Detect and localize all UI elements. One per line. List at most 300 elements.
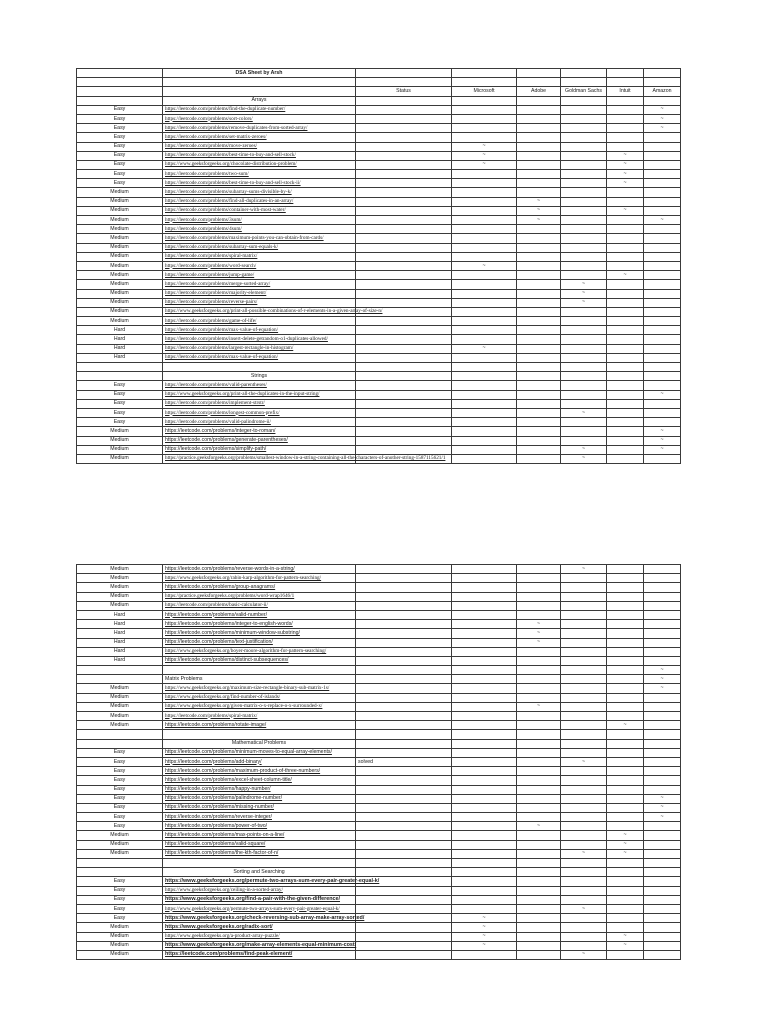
problem-link[interactable]: https://www.geeksforgeeks.org/maximum-size-rectangle-binary-sub-matrix-1s/ [163,684,356,693]
problem-link[interactable]: https://leetcode.com/problems/add-binary/ [163,757,356,766]
empty-cell [561,69,607,78]
problem-link[interactable]: https://leetcode.com/problems/word-search/ [163,261,356,270]
problem-link[interactable]: https://leetcode.com/problems/group-anagrams/ [163,583,356,592]
company-mark [561,592,607,601]
status-cell[interactable] [356,923,452,932]
company-mark [452,390,517,399]
status-cell[interactable] [356,712,452,721]
company-mark [452,813,517,822]
company-mark [561,767,607,776]
problem-link[interactable]: https://www.geeksforgeeks.org/radix-sort/ [163,923,356,932]
status-cell[interactable] [356,179,452,188]
difficulty-cell: Medium [77,206,163,215]
company-mark [644,418,681,427]
company-mark [607,399,644,408]
problem-link[interactable]: https://leetcode.com/problems/find-all-duplicates-in-an-array/ [163,197,356,206]
status-cell[interactable] [356,188,452,197]
company-mark: ~ [561,904,607,913]
company-mark [644,261,681,270]
difficulty-cell: Easy [77,381,163,390]
status-cell[interactable] [356,105,452,114]
status-cell[interactable] [356,840,452,849]
company-mark [561,721,607,730]
problem-link[interactable]: https://leetcode.com/problems/basic-calculator-ii/ [163,601,356,610]
problem-link[interactable]: https://leetcode.com/problems/maximum-product-of-three-numbers/ [163,767,356,776]
company-mark [517,160,561,169]
status-cell[interactable] [356,932,452,941]
table-row [77,271,681,280]
table-row [77,794,681,803]
company-mark [452,234,517,243]
status-cell[interactable] [356,849,452,858]
company-mark [607,353,644,362]
status-cell[interactable] [356,620,452,629]
company-mark [607,730,644,739]
table-row [77,225,681,234]
problem-link[interactable]: https://leetcode.com/problems/find-the-duplicate-number/ [163,105,356,114]
company-mark [356,78,452,87]
status-cell[interactable] [356,895,452,904]
status-cell[interactable] [356,656,452,665]
column-header: Goldman Sachs [561,87,607,96]
difficulty-cell: Easy [77,124,163,133]
company-mark [561,620,607,629]
problem-link[interactable]: https://practice.geeksforgeeks.org/problems/smallest-window-in-a-string-containing-all-the-characters-of-another-string-1587115621/1 [163,454,356,463]
status-cell[interactable] [356,271,452,280]
company-mark [452,601,517,610]
company-mark [452,280,517,289]
problem-link[interactable]: https://practice.geeksforgeeks.org/problems/word-wrap1646/1 [163,592,356,601]
company-mark [644,583,681,592]
sheet-title: DSA Sheet by Arsh [163,69,356,78]
status-cell[interactable] [356,298,452,307]
company-mark [452,721,517,730]
problem-link[interactable]: https://leetcode.com/problems/3sum/ [163,216,356,225]
problem-link[interactable]: https://www.geeksforgeeks.org/find-number-of-islands/ [163,693,356,702]
problem-link[interactable]: https://leetcode.com/problems/move-zeroes/ [163,142,356,151]
status-cell[interactable] [356,767,452,776]
problem-link[interactable]: https://leetcode.com/problems/longest-common-prefix/ [163,408,356,417]
company-mark: ~ [644,216,681,225]
status-cell[interactable] [356,418,452,427]
company-mark [561,914,607,923]
company-mark [452,243,517,252]
status-cell[interactable] [356,252,452,261]
problem-link[interactable]: https://leetcode.com/problems/reverse-integer/ [163,813,356,822]
status-cell[interactable] [356,326,452,335]
company-mark [607,436,644,445]
company-mark [607,445,644,454]
company-mark [644,197,681,206]
status-cell[interactable] [356,124,452,133]
sheet-page-2 [76,564,681,960]
company-mark: ~ [644,390,681,399]
company-mark [452,124,517,133]
company-mark [644,335,681,344]
problem-link[interactable]: https://www.geeksforgeeks.org/permute-two-arrays-sum-every-pair-greater-equal-k/ [163,877,356,886]
company-mark: ~ [607,179,644,188]
company-mark [644,179,681,188]
company-mark [607,895,644,904]
difficulty-cell: Medium [77,252,163,261]
status-cell[interactable] [356,904,452,913]
company-mark [452,408,517,417]
company-mark [644,923,681,932]
problem-link[interactable]: https://leetcode.com/problems/spiral-matrix/ [163,712,356,721]
status-cell[interactable] [356,335,452,344]
company-mark [561,418,607,427]
status-cell[interactable] [356,151,452,160]
company-mark [356,363,452,372]
company-mark [644,831,681,840]
company-mark [644,748,681,757]
company-mark [607,712,644,721]
status-cell[interactable] [356,344,452,353]
difficulty-cell: Hard [77,647,163,656]
company-mark: ~ [644,794,681,803]
status-cell[interactable]: solved [356,757,452,766]
difficulty-cell: Medium [77,454,163,463]
status-cell[interactable] [356,950,452,959]
problem-link[interactable]: https://leetcode.com/problems/implement-strstr/ [163,399,356,408]
company-mark [561,197,607,206]
problem-link[interactable]: https://leetcode.com/problems/max-value-of-equation/ [163,326,356,335]
problem-link[interactable]: https://leetcode.com/problems/valid-square/ [163,840,356,849]
problem-link[interactable]: https://leetcode.com/problems/distinct-subsequences/ [163,656,356,665]
problem-link[interactable]: https://leetcode.com/problems/reverse-words-in-a-string/ [163,565,356,574]
column-header: Amazon [644,87,681,96]
empty-cell [607,69,644,78]
company-mark [452,436,517,445]
company-mark [607,666,644,675]
problem-link[interactable]: https://leetcode.com/problems/valid-parentheses/ [163,381,356,390]
difficulty-cell: Easy [77,904,163,913]
difficulty-cell: Medium [77,932,163,941]
problem-link[interactable]: https://leetcode.com/problems/find-peak-element/ [163,950,356,959]
status-cell[interactable] [356,610,452,619]
company-mark [517,271,561,280]
company-mark [644,307,681,316]
status-cell[interactable] [356,721,452,730]
company-mark [517,142,561,151]
table-row [77,941,681,950]
company-mark [607,390,644,399]
difficulty-cell: Easy [77,114,163,123]
company-mark [517,298,561,307]
empty-cell [77,372,163,381]
company-mark [607,280,644,289]
company-mark [517,941,561,950]
status-cell[interactable] [356,114,452,123]
difficulty-cell: Easy [77,390,163,399]
status-cell[interactable] [356,638,452,647]
problem-link[interactable]: https://leetcode.com/problems/excel-sheet-column-title/ [163,776,356,785]
problem-link[interactable]: https://leetcode.com/problems/jump-game/ [163,271,356,280]
company-mark [561,822,607,831]
section-row [77,96,681,105]
status-cell[interactable] [356,941,452,950]
problem-link[interactable]: https://leetcode.com/problems/text-justification/ [163,638,356,647]
status-cell[interactable] [356,399,452,408]
status-cell[interactable] [356,647,452,656]
status-cell[interactable] [356,776,452,785]
problem-link[interactable]: https://leetcode.com/problems/container-with-most-water/ [163,206,356,215]
company-mark [452,629,517,638]
status-cell[interactable] [356,785,452,794]
table-row [77,840,681,849]
problem-link[interactable]: https://www.geeksforgeeks.org/chocolate-distribution-problem/ [163,160,356,169]
status-cell[interactable] [356,133,452,142]
company-mark [607,629,644,638]
company-mark [452,353,517,362]
difficulty-cell: Hard [77,326,163,335]
problem-link[interactable]: https://leetcode.com/problems/power-of-two/ [163,822,356,831]
problem-link[interactable]: https://www.geeksforgeeks.org/boyer-moore-algorithm-for-pattern-searching/ [163,647,356,656]
status-cell[interactable] [356,261,452,270]
problem-link[interactable]: https://www.geeksforgeeks.org/rabin-karp-algorithm-for-pattern-searching/ [163,574,356,583]
company-mark [517,399,561,408]
status-cell[interactable] [356,693,452,702]
company-mark: ~ [561,408,607,417]
company-mark [452,179,517,188]
company-mark [452,748,517,757]
problem-link[interactable]: https://www.geeksforgeeks.org/given-matrix-o-x-replace-o-x-surrounded-x/ [163,702,356,711]
problem-link[interactable]: https://www.geeksforgeeks.org/permute-two-arrays-sum-every-pair-greater-equal-k/ [163,904,356,913]
problem-link[interactable]: https://leetcode.com/problems/merge-sorted-array/ [163,280,356,289]
problem-link[interactable]: https://www.geeksforgeeks.org/a-product-array-puzzle/ [163,932,356,941]
company-mark [452,78,517,87]
company-mark [644,776,681,785]
company-mark: ~ [561,454,607,463]
problem-link[interactable]: https://leetcode.com/problems/two-sum/ [163,170,356,179]
company-mark [607,78,644,87]
company-mark: ~ [561,298,607,307]
status-cell[interactable] [356,831,452,840]
problem-link[interactable]: https://leetcode.com/problems/sort-colors/ [163,114,356,123]
company-mark [452,859,517,868]
company-mark [452,904,517,913]
problem-link[interactable]: https://leetcode.com/problems/4sum/ [163,225,356,234]
problem-link[interactable]: https://leetcode.com/problems/game-of-life/ [163,317,356,326]
empty-cell [163,87,356,96]
status-cell[interactable] [356,436,452,445]
status-cell[interactable] [356,803,452,812]
problem-link[interactable]: https://leetcode.com/problems/minimum-window-substring/ [163,629,356,638]
company-mark [607,427,644,436]
status-cell[interactable] [356,234,452,243]
status-cell[interactable] [356,565,452,574]
status-cell[interactable] [356,206,452,215]
company-mark [517,895,561,904]
company-mark [561,583,607,592]
problem-link[interactable]: https://leetcode.com/problems/max-points-on-a-line/ [163,831,356,840]
status-cell[interactable] [356,629,452,638]
status-cell[interactable] [356,583,452,592]
status-cell[interactable] [356,289,452,298]
table-row [77,280,681,289]
difficulty-cell: Medium [77,197,163,206]
status-cell[interactable] [356,280,452,289]
table-row [77,748,681,757]
status-cell[interactable] [356,170,452,179]
problem-link[interactable]: https://leetcode.com/problems/majority-element/ [163,289,356,298]
table-row [77,877,681,886]
company-mark [607,381,644,390]
company-mark [561,160,607,169]
problem-link[interactable]: https://www.geeksforgeeks.org/find-a-pair-with-the-given-difference/ [163,895,356,904]
company-mark [607,592,644,601]
problem-link[interactable]: https://leetcode.com/problems/subarray-sum-equals-k/ [163,243,356,252]
company-mark: ~ [607,849,644,858]
problem-link[interactable]: https://leetcode.com/problems/best-time-to-buy-and-sell-stock/ [163,151,356,160]
table-row [77,767,681,776]
status-cell[interactable] [356,601,452,610]
problem-link[interactable]: https://leetcode.com/problems/palindrome-number/ [163,794,356,803]
company-mark [356,675,452,684]
table-row [77,317,681,326]
company-mark [561,78,607,87]
problem-link[interactable]: https://leetcode.com/problems/happy-number/ [163,785,356,794]
status-cell[interactable] [356,225,452,234]
problem-link[interactable]: https://www.geeksforgeeks.org/ceiling-in-a-sorted-array/ [163,886,356,895]
company-mark [644,188,681,197]
company-mark [607,261,644,270]
problem-link[interactable]: https://leetcode.com/problems/max-value-of-equation/ [163,353,356,362]
problem-link[interactable]: https://leetcode.com/problems/maximum-points-you-can-obtain-from-cards/ [163,234,356,243]
status-cell[interactable] [356,381,452,390]
company-mark: ~ [644,684,681,693]
problem-link[interactable]: https://leetcode.com/problems/remove-duplicates-from-sorted-array/ [163,124,356,133]
table-row [77,785,681,794]
problem-link[interactable]: https://leetcode.com/problems/spiral-matrix/ [163,252,356,261]
difficulty-cell: Medium [77,684,163,693]
problem-link[interactable]: https://www.geeksforgeeks.org/print-all-possible-combinations-of-r-elements-in-a-given-array-of-size-n/ [163,307,356,316]
status-cell[interactable] [356,684,452,693]
status-cell[interactable] [356,142,452,151]
problem-link[interactable]: https://leetcode.com/problems/missing-number/ [163,803,356,812]
problem-link[interactable]: https://leetcode.com/problems/insert-delete-getrandom-o1-duplicates-allowed/ [163,335,356,344]
company-mark [607,565,644,574]
status-cell[interactable] [356,914,452,923]
status-cell[interactable] [356,794,452,803]
problem-link[interactable]: https://leetcode.com/problems/integer-to-english-words/ [163,620,356,629]
status-cell[interactable] [356,748,452,757]
problem-link[interactable]: https://leetcode.com/problems/simplify-path/ [163,445,356,454]
company-mark [517,656,561,665]
company-mark [561,840,607,849]
company-mark [356,730,452,739]
company-mark [644,702,681,711]
status-cell[interactable] [356,160,452,169]
company-mark [607,675,644,684]
status-cell[interactable] [356,427,452,436]
company-mark [517,344,561,353]
company-mark [561,114,607,123]
company-mark [517,776,561,785]
problem-link[interactable]: https://leetcode.com/problems/best-time-to-buy-and-sell-stock-ii/ [163,179,356,188]
table-row [77,822,681,831]
company-mark [561,188,607,197]
problem-link[interactable]: https://leetcode.com/problems/valid-number/ [163,610,356,619]
company-mark [644,206,681,215]
difficulty-cell: Easy [77,822,163,831]
status-cell[interactable] [356,886,452,895]
status-cell[interactable] [356,390,452,399]
difficulty-cell: Medium [77,574,163,583]
table-row [77,914,681,923]
status-cell[interactable] [356,408,452,417]
company-mark [644,941,681,950]
problem-link[interactable]: https://leetcode.com/problems/the-kth-factor-of-n/ [163,849,356,858]
company-mark [452,225,517,234]
company-mark [561,261,607,270]
problem-link[interactable]: https://leetcode.com/problems/generate-parentheses/ [163,436,356,445]
status-cell[interactable] [356,592,452,601]
company-mark [452,647,517,656]
company-mark [452,381,517,390]
status-cell[interactable] [356,353,452,362]
table-row [77,261,681,270]
status-cell[interactable] [356,813,452,822]
status-cell[interactable] [356,574,452,583]
status-cell[interactable] [356,445,452,454]
table-row [77,803,681,812]
company-mark [517,868,561,877]
table-row [77,693,681,702]
problem-link[interactable]: https://leetcode.com/problems/rotate-image/ [163,721,356,730]
company-mark [452,317,517,326]
problem-link[interactable]: https://leetcode.com/problems/subarray-sums-divisible-by-k/ [163,188,356,197]
problem-link[interactable]: https://www.geeksforgeeks.org/print-all-the-duplicates-in-the-input-string/ [163,390,356,399]
company-mark [644,877,681,886]
status-cell[interactable] [356,317,452,326]
difficulty-cell: Easy [77,151,163,160]
problem-link[interactable]: https://leetcode.com/problems/largest-rectangle-in-histogram/ [163,344,356,353]
company-mark [561,436,607,445]
problem-link[interactable]: https://leetcode.com/problems/integer-to-roman/ [163,427,356,436]
company-mark [644,454,681,463]
problem-link[interactable]: https://www.geeksforgeeks.org/check-reversing-sub-array-make-array-sorted/ [163,914,356,923]
company-mark [607,620,644,629]
company-mark [607,252,644,261]
problem-link[interactable]: https://leetcode.com/problems/minimum-moves-to-equal-array-elements/ [163,748,356,757]
company-mark [517,179,561,188]
section-row [77,739,681,748]
company-mark: ~ [644,427,681,436]
company-mark [517,427,561,436]
table-row [77,574,681,583]
table-row [77,353,681,362]
difficulty-cell: Medium [77,923,163,932]
company-mark [517,767,561,776]
status-cell[interactable] [356,243,452,252]
company-mark [452,656,517,665]
company-mark [517,730,561,739]
problem-link[interactable]: https://leetcode.com/problems/valid-palindrome-ii/ [163,418,356,427]
problem-link[interactable]: https://www.geeksforgeeks.org/make-array-elements-equal-minimum-cost/ [163,941,356,950]
status-cell[interactable] [356,197,452,206]
company-mark [644,904,681,913]
problem-link[interactable]: https://leetcode.com/problems/reverse-pairs/ [163,298,356,307]
status-cell[interactable] [356,702,452,711]
problem-link[interactable]: https://leetcode.com/problems/set-matrix-zeroes/ [163,133,356,142]
company-mark [452,739,517,748]
company-mark [517,932,561,941]
company-mark [452,363,517,372]
status-cell[interactable] [356,216,452,225]
status-cell[interactable] [356,822,452,831]
company-mark [452,399,517,408]
